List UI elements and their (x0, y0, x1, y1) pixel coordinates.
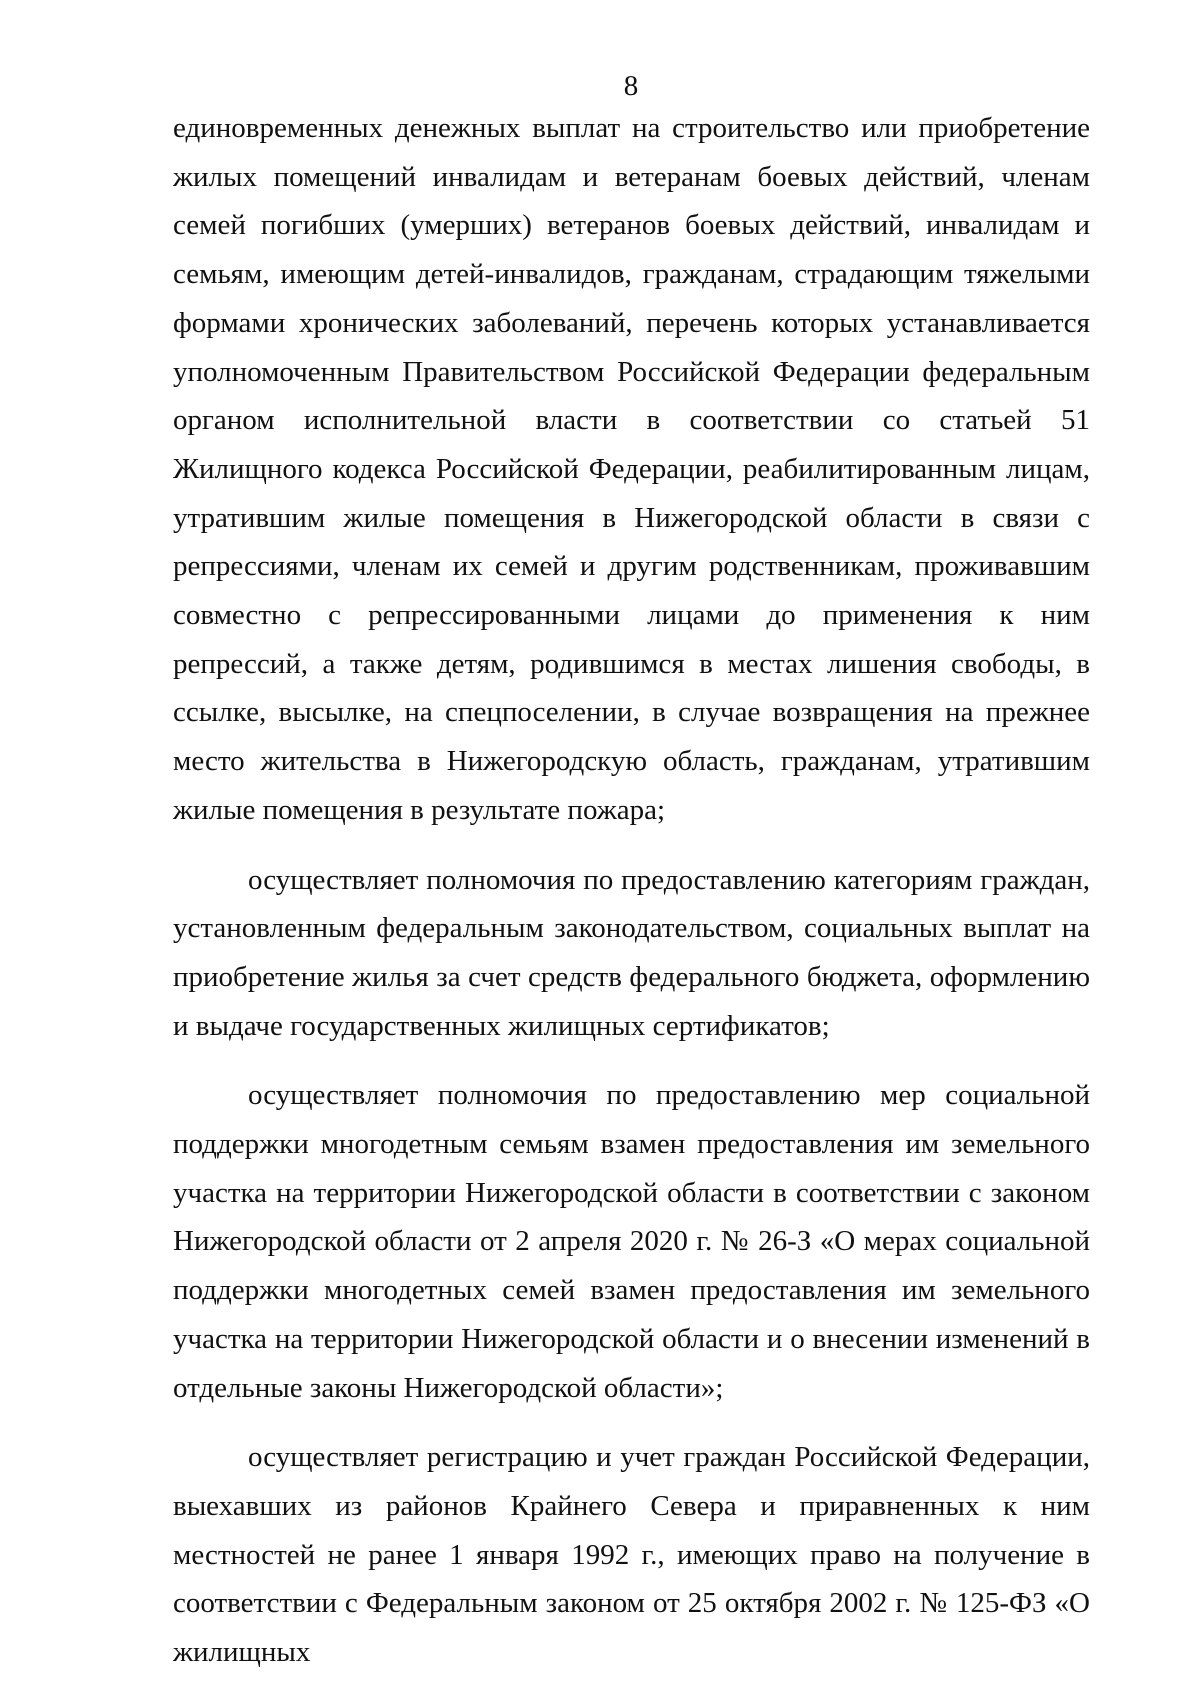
paragraph-3: осуществляет полномочия по предоставлению мер социальной поддержки многодетным семьям взамен предоставления им земельного участка на территории Нижегородской области в соответствии с законом Нижегородской области от 2 апреля 2020 г. № 26-З «О мерах социальной поддержки многодетных семей взамен предоставления им земельного участка на территории Нижегородской области и о внесении изменений в отдельные законы Нижегородской области»; (173, 1079, 1090, 1404)
paragraph-1: единовременных денежных выплат на строительство или приобретение жилых помещений инвалидам и ветеранам боевых действий, членам семей погибших (умерших) ветеранов боевых действий, инвалидам и семьям, имеющим детей-инвалидов, гражданам, страдающим тяжелыми формами хронических заболеваний, перечень которых устанавливается уполномоченным Правительством Российской Федерации федеральным органом исполнительной власти в соответствии со статьей 51 Жилищного кодекса Российской Федерации, реабилитированным лицам, утратившим жилые помещения в Нижегородской области в связи с репрессиями, членам их семей и другим родственникам, проживавшим совместно с репрессированными лицами до применения к ним репрессий, а также детям, родившимся в местах лишения свободы, в ссылке, высылке, на спецпоселении, в случае возвращения на прежнее место жительства в Нижегородскую область, гражданам, утратившим жилые помещения в результате пожара; (173, 112, 1090, 826)
page-number: 8 (623, 70, 639, 102)
paragraph-4: осуществляет регистрацию и учет граждан Российской Федерации, выехавших из районов Крайнего Севера и приравненных к ним местностей не ранее 1 января 1992 г., имеющих право на получение в соответствии с Федеральным законом от 25 октября 2002 г. № 125-ФЗ «О жилищных (173, 1441, 1090, 1669)
paragraph-2: осуществляет полномочия по предоставлению категориям граждан, установленным федеральным законодательством, социальных выплат на приобретение жилья за счет средств федерального бюджета, оформлению и выдаче государственных жилищных сертификатов; (173, 863, 1090, 1042)
document-body (173, 104, 1090, 1677)
